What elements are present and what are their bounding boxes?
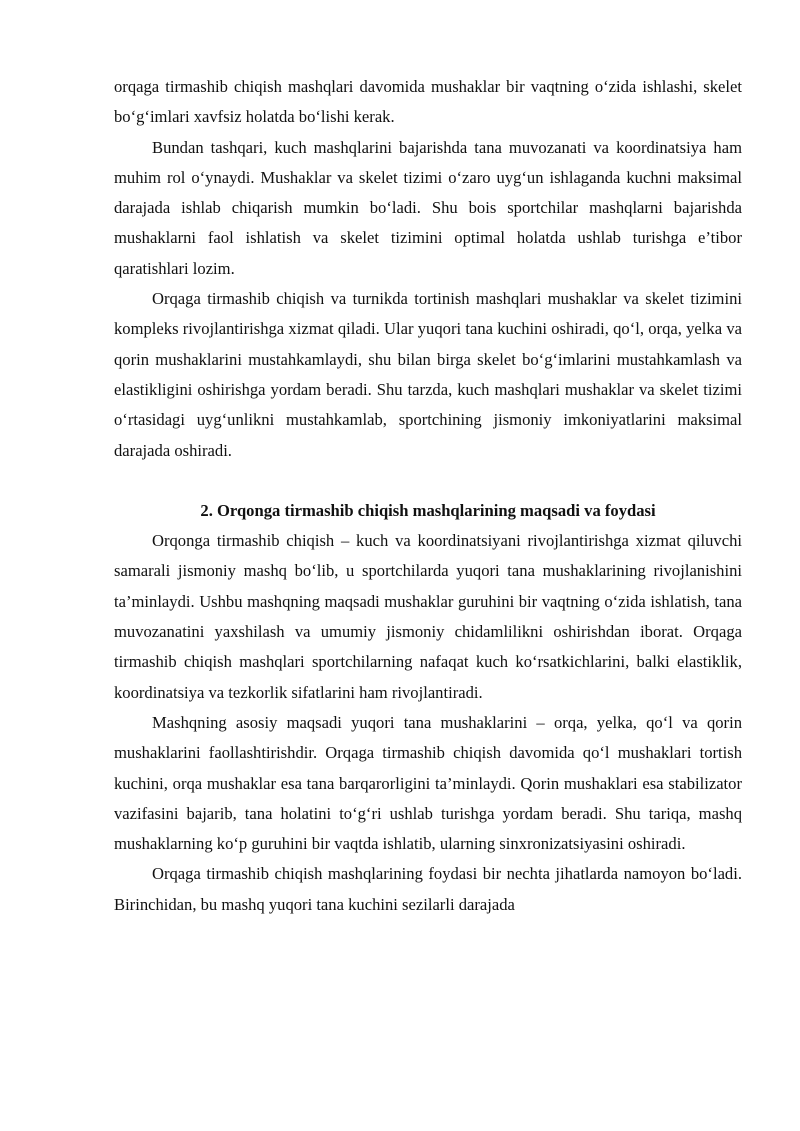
paragraph-benefits: Orqaga tirmashib chiqish mashqlarining foydasi bir nechta jihatlarda namoyon bo‘ladi. Birinchidan, bu mashq yuqori tana kuchini sezilarli darajada bbox=[114, 864, 742, 914]
paragraph-complex-development: Orqaga tirmashib chiqish va turnikda tortinish mashqlari mushaklar va skelet tizimini kompleks rivojlantirishga xizmat qiladi. Ular yuqori tana kuchini oshiradi, qo‘l, orqa, yelka va qorin mushaklarini mustahkamlaydi, shu bilan birga skelet bo‘g‘imlarini mustahkamlash va elastikligini oshirishga yordam beradi. Shu tarzda, kuch mashqlari mushaklar va skelet tizimi o‘rtasidagi uyg‘unlikni mustahkamlab, sportchining jismoniy imkoniyatlarini maksimal darajada oshiradi. bbox=[114, 289, 742, 460]
paragraph-balance-coordination: Bundan tashqari, kuch mashqlarini bajarishda tana muvozanati va koordinatsiya ham muhim rol o‘ynaydi. Mushaklar va skelet tizimi o‘zaro uyg‘un ishlaganda kuchni maksimal darajada ishlab chiqarish mumkin bo‘ladi. Shu bois sportchilar mashqlarni bajarishda mushaklarni faol ishlatish va skelet tizimini optimal holatda ushlab turishga e’tibor qaratishlari lozim. bbox=[114, 137, 742, 278]
section-heading: 2. Orqonga tirmashib chiqish mashqlarining maqsadi va foydasi bbox=[200, 500, 656, 520]
paragraph-continuation: orqaga tirmashib chiqish mashqlari davomida mushaklar bir vaqtning o‘zida ishlashi, skelet bo‘g‘imlari xavfsiz holatda bo‘lishi kerak. bbox=[114, 77, 742, 127]
paragraph-exercise-definition: Orqonga tirmashib chiqish – kuch va koordinatsiyani rivojlantirishga xizmat qiluvchi samarali jismoniy mashq bo‘lib, u sportchilarda yuqori tana mushaklarining rivojlanishini ta’minlaydi. Ushbu mashqning maqsadi mushaklar guruhini bir vaqtning o‘zida ishlatish, tana muvozanatini yaxshilash va umumiy jismoniy chidamlilikni oshirishdan iborat. Orqaga tirmashib chiqish mashqlari sportchilarning nafaqat kuch ko‘rsatkichlarini, balki elastiklik, koordinatsiya va tezkorlik sifatlarini ham rivojlantiradi. bbox=[114, 531, 742, 702]
document-page bbox=[114, 72, 742, 920]
paragraph-main-goal: Mashqning asosiy maqsadi yuqori tana mushaklarini – orqa, yelka, qo‘l va qorin mushaklarini faollashtirishdir. Orqaga tirmashib chiqish davomida qo‘l mushaklari tortish kuchini, orqa mushaklar esa tana barqarorligini ta’minlaydi. Qorin mushaklari esa stabilizator vazifasini bajarib, tana holatini to‘g‘ri ushlab turishga yordam beradi. Shu tariqa, mashq mushaklarning ko‘p guruhini bir vaqtda ishlatib, ularning sinxronizatsiyasini oshiradi. bbox=[114, 712, 742, 854]
